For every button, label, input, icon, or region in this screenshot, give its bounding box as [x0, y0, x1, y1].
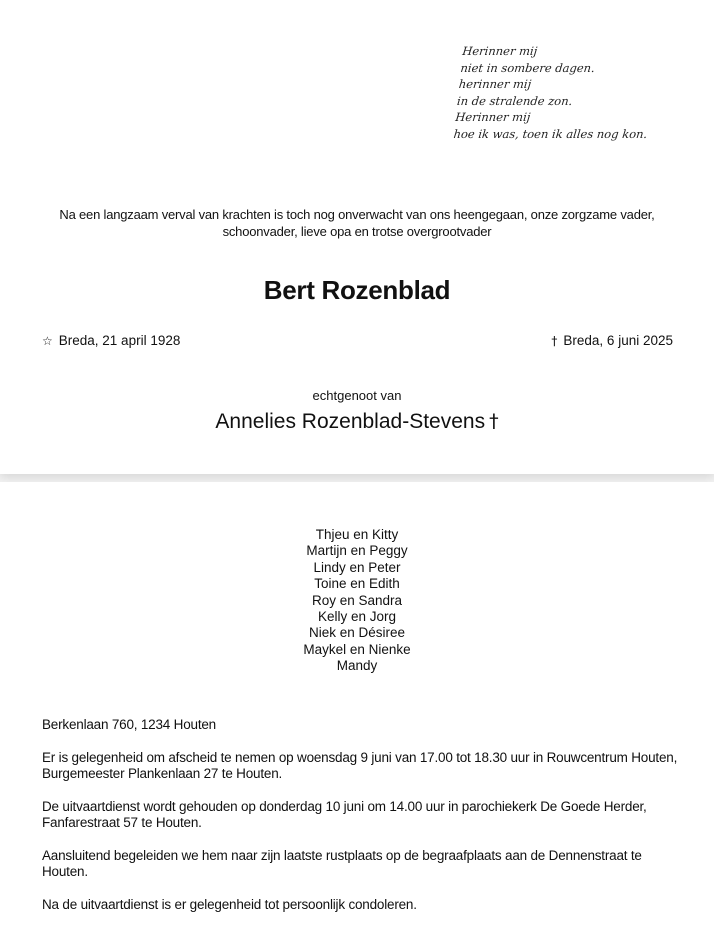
list-item: Thjeu en Kitty [315, 527, 399, 542]
funeral-info [42, 717, 682, 929]
death-info [551, 333, 673, 348]
announcement-top-card [0, 0, 714, 474]
burial-text: Aansluitend begeleiden we hem naar zijn laatste rustplaats op de begraafplaats aan de Dennenstraat te Houten. [42, 847, 642, 879]
birth-date: Breda, 21 april 1928 [58, 333, 181, 348]
star-icon: ☆ [42, 334, 53, 348]
address: Berkenlaan 760, 1234 Houten [42, 717, 216, 732]
list-item: Roy en Sandra [311, 592, 403, 608]
cross-icon: † [551, 334, 558, 348]
deceased-name: Bert Rozenblad [263, 275, 451, 305]
death-date: Breda, 6 juni 2025 [563, 333, 673, 348]
spouse-label: echtgenoot van [312, 388, 402, 403]
intro-line: Na een langzaam verval van krachten is toch nog onverwacht van ons heengegaan, onze zorgzame vader, [59, 207, 655, 222]
list-item: Toine en Edith [314, 576, 400, 592]
poem-line: Herinner mij [461, 44, 539, 58]
poem-line: niet in sombere dagen. [459, 60, 596, 75]
children-list [0, 527, 714, 675]
list-item: Niek en Désiree [308, 625, 406, 641]
birth-info [42, 333, 180, 348]
intro-line: schoonvader, lieve opa en trotse overgrootvader [222, 224, 492, 239]
cross-icon: † [489, 410, 499, 432]
condolence-text: Na de uitvaartdienst is er gelegenheid tot persoonlijk condoleren. [42, 896, 417, 912]
service-text: De uitvaartdienst wordt gehouden op donderdag 10 juni om 14.00 uur in parochiekerk De Goede Herder, Fanfarestraat 57 te Houten. [42, 798, 647, 830]
poem [453, 43, 657, 142]
list-item: Kelly en Jorg [317, 609, 397, 625]
poem-line: Herinner mij [454, 110, 532, 124]
spouse-line [0, 410, 714, 434]
poem-line: hoe ik was, toen ik alles nog kon. [452, 126, 649, 141]
spouse-name: Annelies Rozenblad-Stevens [215, 410, 486, 433]
list-item: Mandy [336, 658, 378, 674]
poem-line: herinner mij [458, 77, 532, 91]
poem-line: in de stralende zon. [456, 93, 574, 108]
farewell-text: Er is gelegenheid om afscheid te nemen op woensdag 9 juni van 17.00 tot 18.30 uur in Rouwcentrum Houten, Burgemeester Plankenlaan 27 te Houten. [42, 749, 678, 781]
list-item: Lindy en Peter [313, 559, 401, 575]
list-item: Martijn en Peggy [306, 543, 408, 559]
list-item: Maykel en Nienke [303, 641, 411, 657]
intro-text [20, 206, 694, 240]
